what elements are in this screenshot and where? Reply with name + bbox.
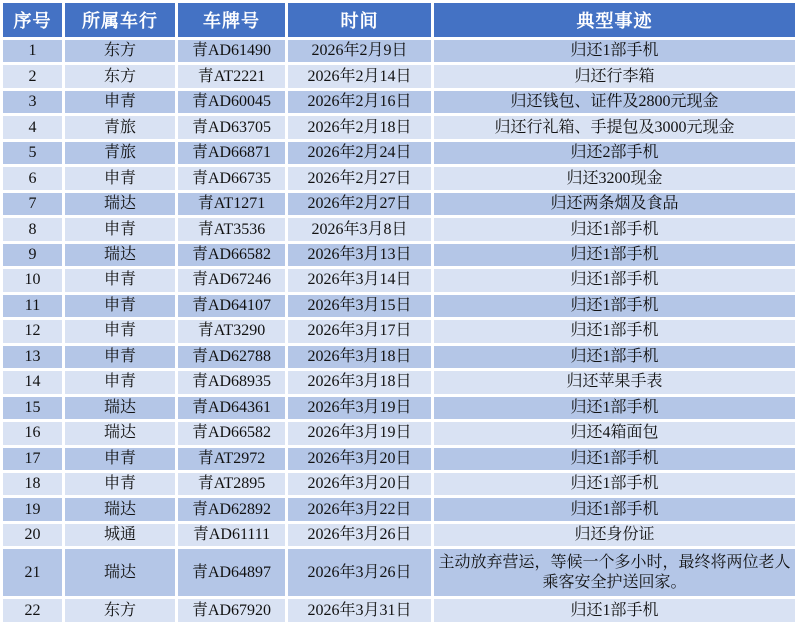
cell-plate: 青AD64361 (177, 395, 287, 420)
cell-index: 6 (2, 166, 64, 191)
cell-index: 1 (2, 39, 64, 64)
cell-company: 申青 (64, 293, 177, 318)
cell-company: 东方 (64, 39, 177, 64)
table-row (2, 64, 795, 89)
cell-index: 10 (2, 268, 64, 293)
cell-company: 申青 (64, 89, 177, 114)
cell-deed: 归还1部手机 (433, 471, 795, 496)
cell-date: 2026年3月14日 (287, 268, 433, 293)
table-row (2, 471, 795, 496)
cell-date: 2026年2月14日 (287, 64, 433, 89)
cell-plate: 青AD60045 (177, 89, 287, 114)
cell-deed: 归还1部手机 (433, 39, 795, 64)
cell-index: 5 (2, 140, 64, 165)
cell-deed: 归还1部手机 (433, 497, 795, 522)
table-row (2, 242, 795, 267)
cell-deed: 归还行李箱 (433, 64, 795, 89)
cell-company: 东方 (64, 64, 177, 89)
table-body (2, 39, 795, 624)
cell-deed: 归还两条烟及食品 (433, 191, 795, 216)
cell-index: 8 (2, 217, 64, 242)
cell-date: 2026年3月26日 (287, 522, 433, 547)
cell-company: 申青 (64, 471, 177, 496)
cell-plate: 青AT2972 (177, 446, 287, 471)
cell-date: 2026年3月20日 (287, 471, 433, 496)
header-row (2, 2, 795, 39)
table-row (2, 268, 795, 293)
cell-company: 城通 (64, 522, 177, 547)
cell-index: 7 (2, 191, 64, 216)
cell-index: 17 (2, 446, 64, 471)
cell-company: 东方 (64, 598, 177, 624)
cell-company: 申青 (64, 217, 177, 242)
cell-date: 2026年3月20日 (287, 446, 433, 471)
cell-index: 13 (2, 344, 64, 369)
header-cell-deed: 典型事迹 (433, 2, 795, 39)
table-row (2, 140, 795, 165)
cell-deed: 主动放弃营运，等候一个多小时，最终将两位老人乘客安全护送回家。 (433, 548, 795, 598)
cell-deed: 归还苹果手表 (433, 370, 795, 395)
table-row (2, 497, 795, 522)
cell-index: 2 (2, 64, 64, 89)
cell-plate: 青AD64897 (177, 548, 287, 598)
cell-company: 瑞达 (64, 421, 177, 446)
cell-company: 瑞达 (64, 497, 177, 522)
cell-plate: 青AT2221 (177, 64, 287, 89)
cell-date: 2026年2月24日 (287, 140, 433, 165)
cell-date: 2026年3月31日 (287, 598, 433, 624)
cell-index: 15 (2, 395, 64, 420)
table-row (2, 446, 795, 471)
cell-plate: 青AT3536 (177, 217, 287, 242)
cell-deed: 归还1部手机 (433, 268, 795, 293)
cell-deed: 归还3200现金 (433, 166, 795, 191)
table-row (2, 421, 795, 446)
cell-deed: 归还1部手机 (433, 395, 795, 420)
table-row (2, 319, 795, 344)
cell-date: 2026年3月13日 (287, 242, 433, 267)
table-row (2, 39, 795, 64)
cell-deed: 归还1部手机 (433, 344, 795, 369)
cell-date: 2026年3月8日 (287, 217, 433, 242)
cell-index: 21 (2, 548, 64, 598)
cell-date: 2026年2月27日 (287, 166, 433, 191)
cell-index: 14 (2, 370, 64, 395)
cell-company: 青旅 (64, 115, 177, 140)
cell-company: 申青 (64, 446, 177, 471)
cell-index: 22 (2, 598, 64, 624)
cell-company: 申青 (64, 370, 177, 395)
cell-date: 2026年3月17日 (287, 319, 433, 344)
table-row (2, 522, 795, 547)
cell-index: 9 (2, 242, 64, 267)
cell-date: 2026年3月18日 (287, 344, 433, 369)
table-row (2, 217, 795, 242)
cell-deed: 归还1部手机 (433, 319, 795, 344)
cell-company: 申青 (64, 166, 177, 191)
cell-index: 20 (2, 522, 64, 547)
table-row (2, 166, 795, 191)
table-row (2, 344, 795, 369)
header-cell-date: 时间 (287, 2, 433, 39)
cell-index: 12 (2, 319, 64, 344)
cell-company: 瑞达 (64, 191, 177, 216)
cell-company: 瑞达 (64, 242, 177, 267)
header-cell-index: 序号 (2, 2, 64, 39)
table-row (2, 89, 795, 114)
cell-deed: 归还行礼箱、手提包及3000元现金 (433, 115, 795, 140)
cell-plate: 青AD66582 (177, 421, 287, 446)
cell-deed: 归还1部手机 (433, 293, 795, 318)
cell-date: 2026年2月9日 (287, 39, 433, 64)
cell-company: 青旅 (64, 140, 177, 165)
cell-plate: 青AD66582 (177, 242, 287, 267)
table-row (2, 115, 795, 140)
cell-index: 19 (2, 497, 64, 522)
cell-plate: 青AD62892 (177, 497, 287, 522)
cell-plate: 青AD62788 (177, 344, 287, 369)
cell-plate: 青AD61490 (177, 39, 287, 64)
cell-plate: 青AD66735 (177, 166, 287, 191)
cell-company: 申青 (64, 268, 177, 293)
cell-date: 2026年3月19日 (287, 421, 433, 446)
cell-company: 瑞达 (64, 548, 177, 598)
cell-deed: 归还4箱面包 (433, 421, 795, 446)
cell-index: 3 (2, 89, 64, 114)
cell-plate: 青AD63705 (177, 115, 287, 140)
table-row (2, 370, 795, 395)
cell-company: 申青 (64, 344, 177, 369)
cell-date: 2026年2月18日 (287, 115, 433, 140)
cell-date: 2026年3月15日 (287, 293, 433, 318)
cell-company: 申青 (64, 319, 177, 344)
header-cell-plate: 车牌号 (177, 2, 287, 39)
cell-plate: 青AD67246 (177, 268, 287, 293)
cell-plate: 青AT2895 (177, 471, 287, 496)
table-row (2, 395, 795, 420)
cell-plate: 青AD67920 (177, 598, 287, 624)
cell-index: 4 (2, 115, 64, 140)
cell-date: 2026年3月18日 (287, 370, 433, 395)
cell-index: 16 (2, 421, 64, 446)
cell-date: 2026年3月26日 (287, 548, 433, 598)
cell-plate: 青AD68935 (177, 370, 287, 395)
cell-deed: 归还钱包、证件及2800元现金 (433, 89, 795, 114)
table-row (2, 548, 795, 598)
cell-plate: 青AT1271 (177, 191, 287, 216)
cell-plate: 青AT3290 (177, 319, 287, 344)
table-header (2, 2, 795, 39)
cell-deed: 归还1部手机 (433, 598, 795, 624)
cell-date: 2026年3月19日 (287, 395, 433, 420)
cell-plate: 青AD61111 (177, 522, 287, 547)
cell-date: 2026年3月22日 (287, 497, 433, 522)
cell-deed: 归还2部手机 (433, 140, 795, 165)
cell-date: 2026年2月27日 (287, 191, 433, 216)
header-cell-company: 所属车行 (64, 2, 177, 39)
cell-date: 2026年2月16日 (287, 89, 433, 114)
cell-plate: 青AD64107 (177, 293, 287, 318)
cell-deed: 归还1部手机 (433, 446, 795, 471)
cell-deed: 归还1部手机 (433, 217, 795, 242)
cell-company: 瑞达 (64, 395, 177, 420)
cell-index: 18 (2, 471, 64, 496)
table-row (2, 191, 795, 216)
table-row (2, 598, 795, 624)
cell-plate: 青AD66871 (177, 140, 287, 165)
cell-deed: 归还1部手机 (433, 242, 795, 267)
cell-deed: 归还身份证 (433, 522, 795, 547)
table-row (2, 293, 795, 318)
cell-index: 11 (2, 293, 64, 318)
